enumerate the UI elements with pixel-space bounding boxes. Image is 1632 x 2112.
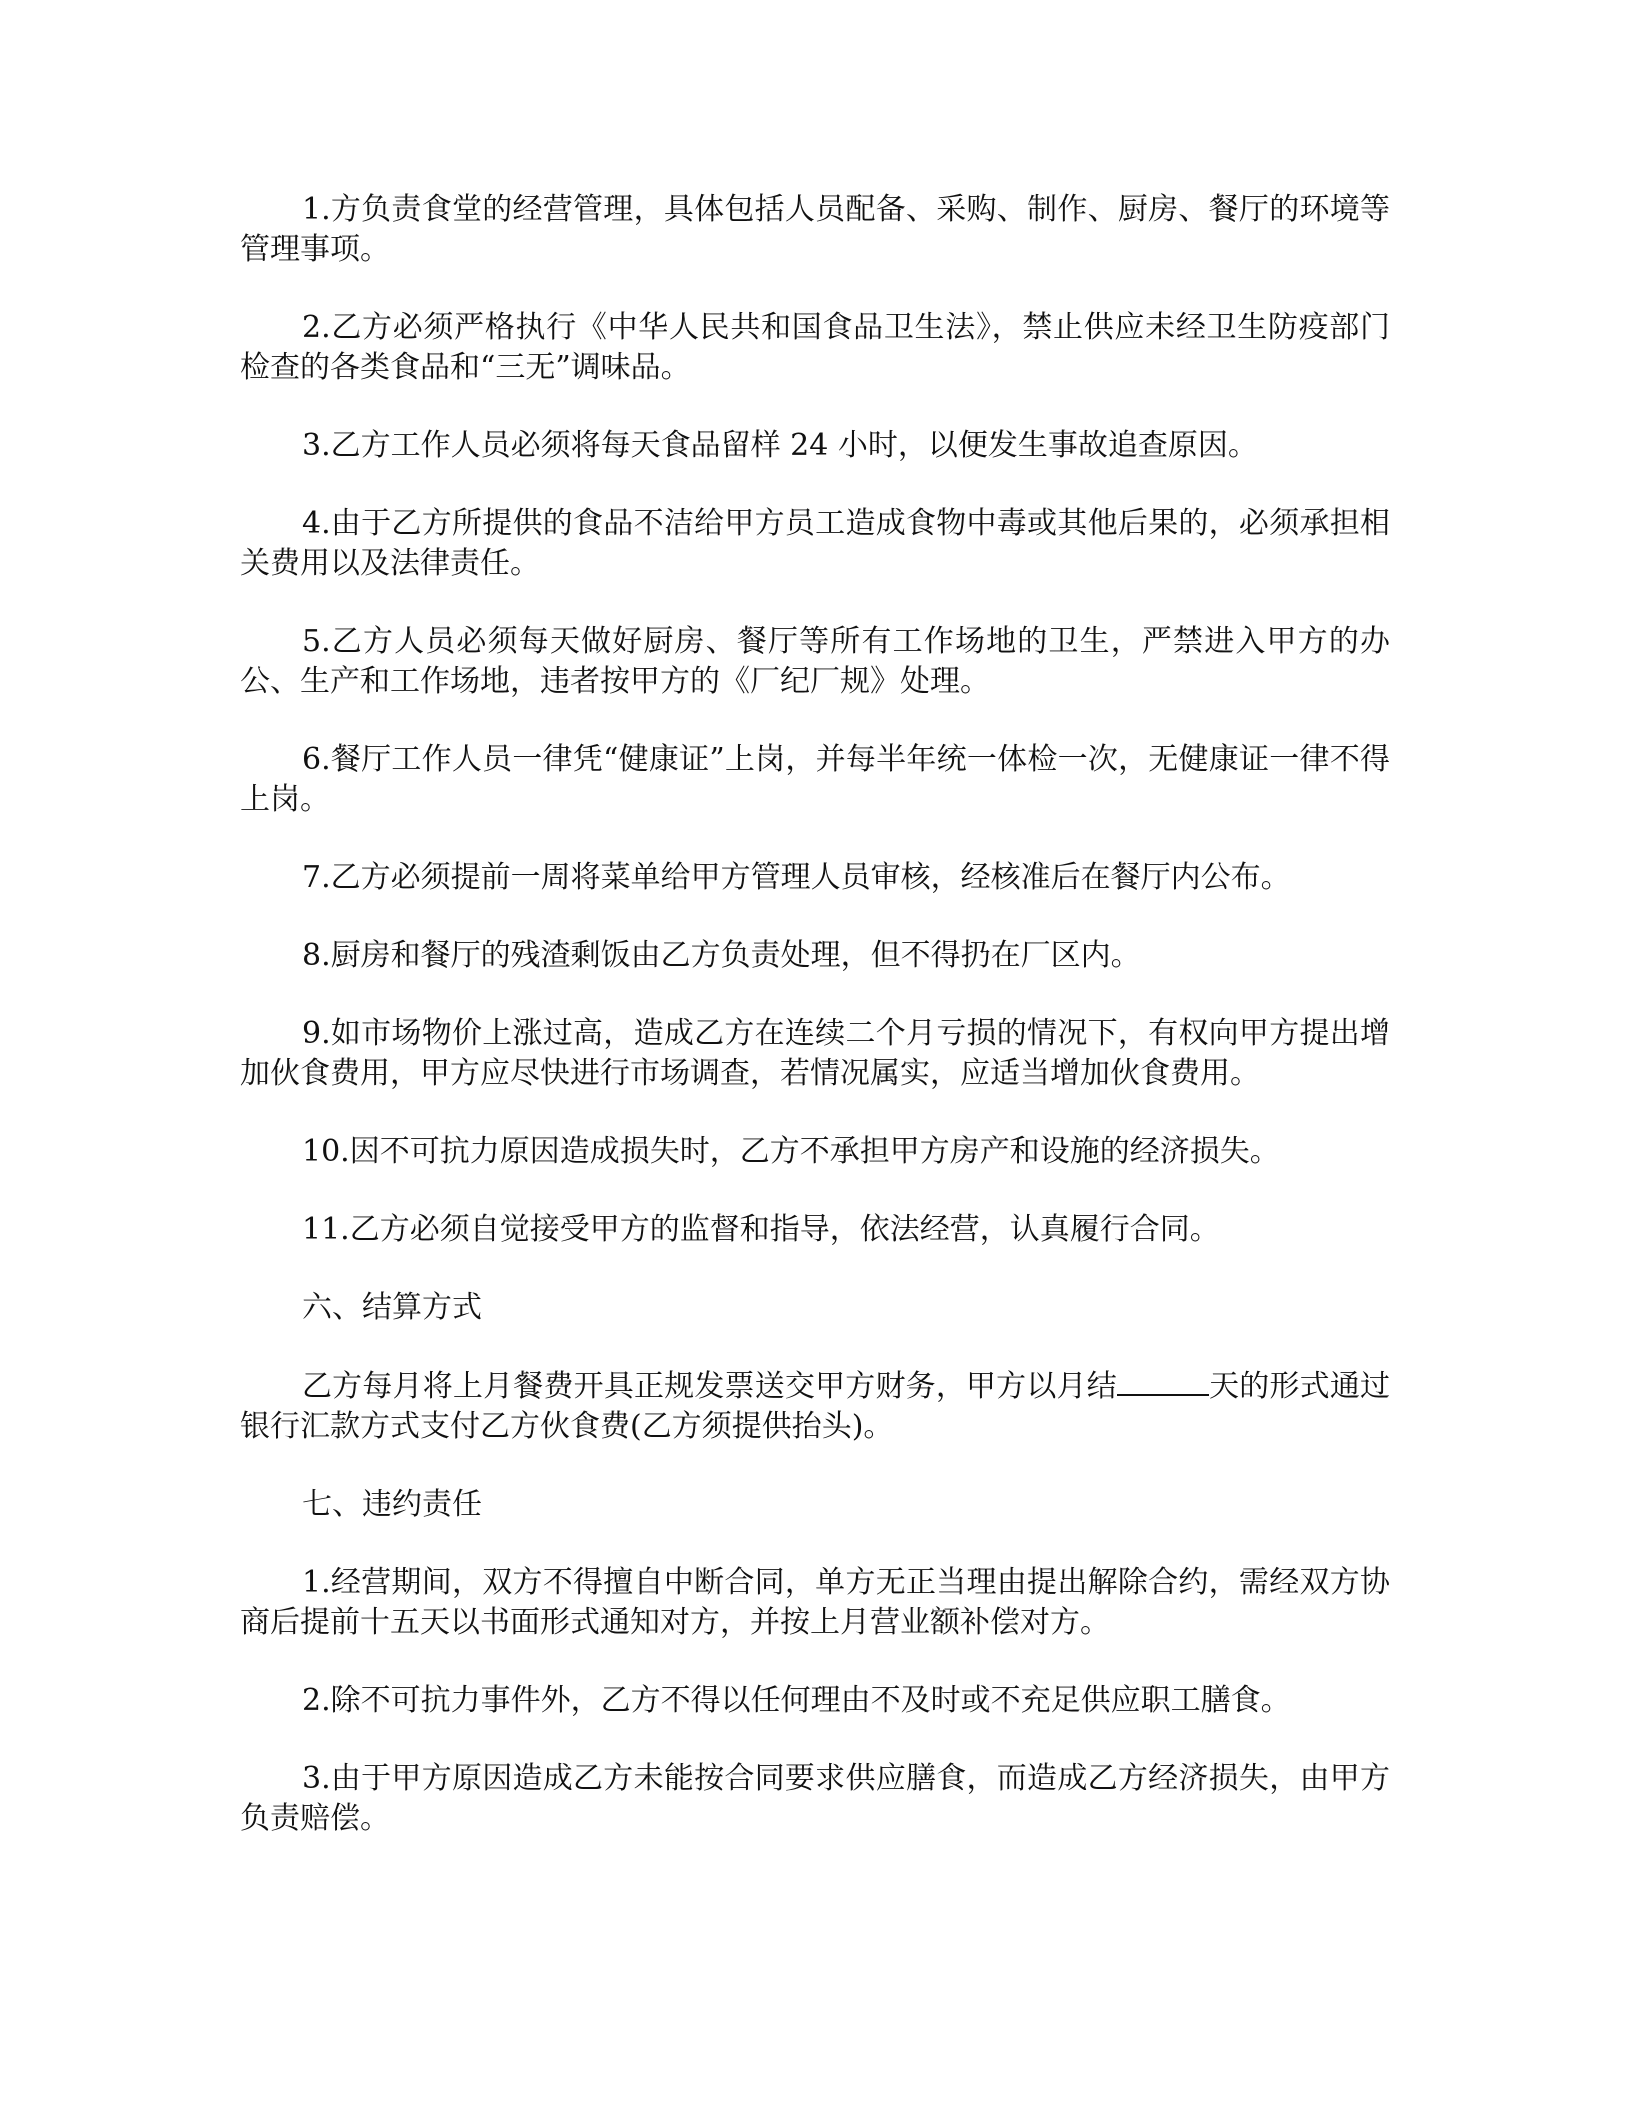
section-heading-breach: 七、违约责任 [302,1487,482,1522]
clause-7: 7.乙方必须提前一周将菜单给甲方管理人员审核，经核准后在餐厅内公布。 [302,860,1291,895]
clause-4: 4.由于乙方所提供的食品不洁给甲方员工造成食物中毒或其他后果的，必须承担相关费用以及法律责任。 [240,506,1390,581]
settlement-paragraph [240,1366,1390,1447]
settlement-text-after: 天的形式通过银行汇款方式支付乙方伙食费(乙方须提供抬头)。 [240,1369,1391,1444]
clause-10: 10.因不可抗力原因造成损失时，乙方不承担甲方房产和设施的经济损失。 [302,1134,1280,1169]
clause-3: 3.乙方工作人员必须将每天食品留样 24 小时，以便发生事故追查原因。 [302,428,1258,463]
breach-clause-1: 1.经营期间，双方不得擅自中断合同，单方无正当理由提出解除合约，需经双方协商后提前十五天以书面形式通知对方，并按上月营业额补偿对方。 [240,1565,1390,1640]
document-body [240,190,1390,1877]
settlement-text-before: 乙方每月将上月餐费开具正规发票送交甲方财务，甲方以月结 [302,1369,1117,1404]
section-heading-settlement: 六、结算方式 [302,1290,482,1325]
breach-clause-2: 2.除不可抗力事件外，乙方不得以任何理由不及时或不充足供应职工膳食。 [302,1683,1291,1718]
clause-1: 1.方负责食堂的经营管理，具体包括人员配备、采购、制作、厨房、餐厅的环境等管理事项。 [240,192,1390,267]
clause-9: 9.如市场物价上涨过高，造成乙方在连续二个月亏损的情况下，有权向甲方提出增加伙食费用，甲方应尽快进行市场调查，若情况属实，应适当增加伙食费用。 [240,1016,1390,1091]
clause-5: 5.乙方人员必须每天做好厨房、餐厅等所有工作场地的卫生，严禁进入甲方的办公、生产和工作场地，违者按甲方的《厂纪厂规》处理。 [240,624,1390,699]
clause-8: 8.厨房和餐厅的残渣剩饭由乙方负责处理，但不得扔在厂区内。 [302,938,1141,973]
clause-6: 6.餐厅工作人员一律凭“健康证”上岗，并每半年统一体检一次，无健康证一律不得上岗。 [240,742,1390,817]
blank-days-field [1117,1366,1209,1396]
clause-11: 11.乙方必须自觉接受甲方的监督和指导，依法经营，认真履行合同。 [302,1212,1220,1247]
breach-clause-3: 3.由于甲方原因造成乙方未能按合同要求供应膳食，而造成乙方经济损失，由甲方负责赔偿。 [240,1761,1390,1836]
clause-2: 2.乙方必须严格执行《中华人民共和国食品卫生法》，禁止供应未经卫生防疫部门检查的各类食品和“三无”调味品。 [240,310,1390,385]
